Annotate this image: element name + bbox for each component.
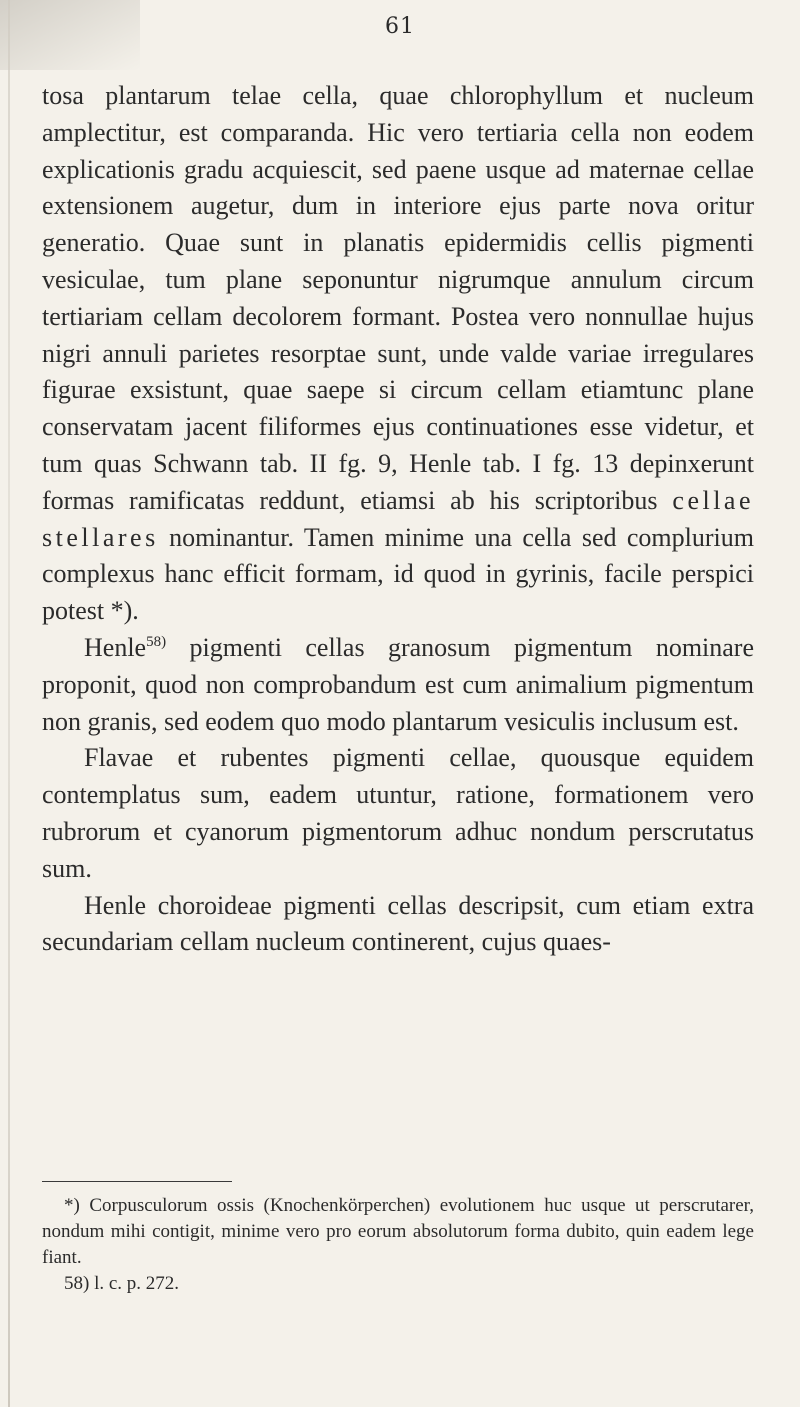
paragraph-2 bbox=[42, 630, 754, 740]
footnote-ref-58: 58) bbox=[146, 633, 167, 650]
paragraph-1 bbox=[42, 78, 754, 630]
spaced-term: cellae stellares bbox=[42, 485, 755, 552]
paragraph-2-start: Henle bbox=[84, 632, 147, 662]
paragraph-4: Henle choroideae pigmenti cellas descripsit, cum etiam extra secundariam cellam nucleum continerent, cujus quaes- bbox=[42, 890, 754, 957]
page-number: 61 bbox=[385, 14, 415, 39]
paragraph-3: Flavae et rubentes pigmenti cellae, quousque equidem contemplatus sum, eadem utuntur, ratione, formationem vero rubrorum et cyanorum pigmentorum adhuc nondum perscrutatus sum. bbox=[42, 743, 754, 883]
footnote-58: 58) l. c. p. 272. bbox=[64, 1273, 180, 1294]
paragraph-2-text: pigmenti cellas granosum pigmentum nominare proponit, quod non comprobandum est cum animalium pigmentum non granis, sed eodem quo modo plantarum vesiculis inclusum est. bbox=[42, 632, 754, 736]
main-text bbox=[42, 78, 754, 961]
footnotes bbox=[42, 1193, 754, 1297]
page-gutter-edge bbox=[8, 0, 10, 1407]
footnote-star: *) Corpusculorum ossis (Knochenkörperchen) evolutionem huc usque ut perscrutarer, nondum mihi contigit, minime vero pro eorum absolutorum forma dubito, quin eadem lege fiant. bbox=[42, 1195, 754, 1268]
paragraph-1-text-a: tosa plantarum telae cella, quae chlorophyllum et nucleum amplectitur, est comparanda. Hic vero tertiaria cella non eodem explicationis gradu acquiescit, sed paene usque ad maternae cellae extensionem augetur, dum in interiore ejus parte nova oritur generatio. Quae sunt in planatis epidermidis cellis pigmenti vesiculae, tum plane seponuntur nigrumque annulum circum tertiariam cellam decolorem formant. Postea vero nonnullae hujus nigri annuli parietes resorptae sunt, unde valde variae irregulares figurae exsistunt, quae saepe si circum cellam etiamtunc plane conservatam jacent filiformes ejus continuationes esse videtur, et tum quas Schwann tab. II fg. 9, Henle tab. I fg. 13 depinxerunt formas ramificatas reddunt, etiamsi ab his scriptoribus bbox=[42, 81, 754, 515]
paragraph-1-text-b: nominantur. Tamen minime una cella sed complurium complexus hanc efficit formam, id quod in gyrinis, facile perspici potest *). bbox=[42, 522, 754, 626]
footnote-divider bbox=[42, 1181, 232, 1182]
